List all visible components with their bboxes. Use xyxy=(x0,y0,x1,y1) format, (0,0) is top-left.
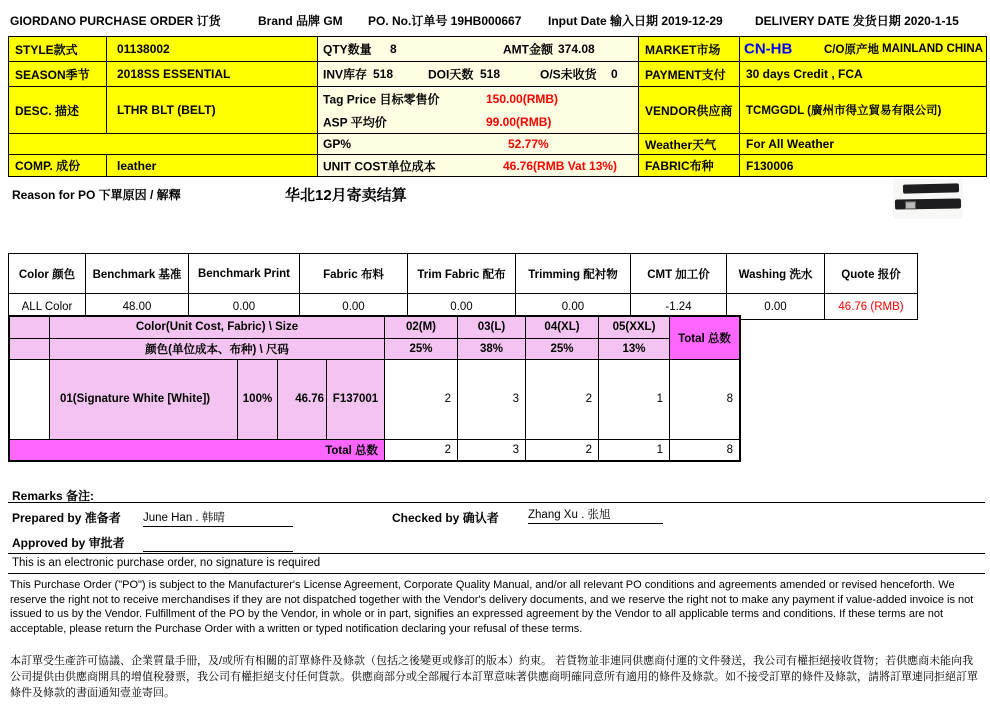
checked-by-label: Checked by 确认者 xyxy=(392,511,499,525)
approved-by-signature-line xyxy=(143,534,293,552)
total-02m: 2 xyxy=(385,439,458,461)
qty-row-total: 8 xyxy=(670,359,741,439)
gp-label: GP% xyxy=(323,137,352,151)
spacer-cell xyxy=(9,359,50,439)
market-label: MARKET市场 xyxy=(639,37,739,61)
approved-by-label: Approved by 审批者 xyxy=(12,536,125,550)
weather-label: Weather天气 xyxy=(639,134,739,154)
spacer-cell xyxy=(9,316,50,338)
total-row-label: Total 总数 xyxy=(9,439,385,461)
fabric-value: F130006 xyxy=(740,155,986,176)
col-washing: Washing 洗水 xyxy=(727,254,825,294)
col-benchmark-print: Benchmark Print xyxy=(189,254,300,294)
cell-benchmark: 48.00 xyxy=(86,294,189,320)
market-value: CN-HB xyxy=(744,40,793,58)
unit-cost-label: UNIT COST单位成本 xyxy=(323,159,436,173)
payment-label: PAYMENT支付 xyxy=(639,62,739,86)
total-04xl: 2 xyxy=(526,439,599,461)
document-title: GIORDANO PURCHASE ORDER 订货 xyxy=(10,14,221,28)
spacer-cell xyxy=(9,338,50,359)
os-label: O/S未收货 xyxy=(540,67,597,82)
cell-trimming: 0.00 xyxy=(516,294,631,320)
qty-value: 8 xyxy=(390,42,397,56)
size-breakdown-table xyxy=(8,315,741,462)
amt-label: AMT金额 xyxy=(503,42,553,57)
size-04xl: 04(XL) xyxy=(526,316,599,338)
col-trim-fabric: Trim Fabric 配布 xyxy=(408,254,516,294)
colorway-cost: 46.76 xyxy=(278,359,327,439)
cell-quote: 46.76 (RMB) xyxy=(825,294,918,320)
input-date-field: Input Date 输入日期 2019-12-29 xyxy=(548,14,723,28)
asp-label: ASP 平均价 xyxy=(323,115,387,129)
belt-buckle xyxy=(905,201,916,209)
product-photo xyxy=(893,179,963,219)
style-value: 01138002 xyxy=(107,37,317,61)
prepared-by-label: Prepared by 准备者 xyxy=(12,511,121,525)
desc-label: DESC. 描述 xyxy=(9,87,106,133)
fabric-label: FABRIC布种 xyxy=(639,155,739,176)
order-info-grid xyxy=(8,36,987,177)
terms-chinese: 本訂單受生產許可協議、企業質量手冊，及/或所有相關的訂單條件及條款（包括之後變更或修訂的版本）約束。 若貨物並非連同供應商付運的文件發送，我公司有權拒絕接收貨物；若供應商未能向我公司提供由供應商開具的增值稅發票，我公司有權拒絕支付任何貨款。供應商部分或全部履行本訂單意味著供應商明確同意所有適用的條件及條款。如不接受訂單的條件及條款，請將訂單連同拒絕訂單條件及條款的書面通知壹並寄回。 xyxy=(10,655,978,699)
cost-benchmark-table xyxy=(8,253,918,320)
size-header-zh: 颜色(单位成本、布种) \ 尺码 xyxy=(50,338,385,359)
qty-03l: 3 xyxy=(458,359,526,439)
grand-total: 8 xyxy=(670,439,741,461)
reason-value: 华北12月寄卖结算 xyxy=(285,187,407,204)
cell-color: ALL Color xyxy=(9,294,86,320)
os-value: 0 xyxy=(611,67,618,81)
doi-value: 518 xyxy=(480,67,501,81)
divider xyxy=(8,502,985,503)
weather-value: For All Weather xyxy=(740,134,986,154)
tag-price-label: Tag Price 目标零售价 xyxy=(323,92,440,106)
cell-benchmark-print: 0.00 xyxy=(189,294,300,320)
colorway-name: 01(Signature White [White]) xyxy=(50,359,238,439)
vendor-label: VENDOR供应商 xyxy=(639,87,739,133)
comp-label: COMP. 成份 xyxy=(9,155,106,176)
colorway-fabric: F137001 xyxy=(327,359,385,439)
ratio-03l: 38% xyxy=(458,338,526,359)
unit-cost-cell xyxy=(318,155,638,176)
size-header-row-1 xyxy=(9,316,740,338)
cell-trim-fabric: 0.00 xyxy=(408,294,516,320)
qty-label: QTY数量 xyxy=(323,42,372,57)
tag-price-value: 150.00(RMB) xyxy=(486,91,559,106)
electronic-note: This is an electronic purchase order, no signature is required xyxy=(12,557,321,569)
belt-image-bottom xyxy=(895,198,961,209)
inv-value: 518 xyxy=(373,67,394,81)
asp-value: 99.00(RMB) xyxy=(486,114,552,129)
vendor-value: TCMGGDL (廣州市得立貿易有限公司) xyxy=(740,87,986,133)
total-header: Total 总数 xyxy=(670,316,741,359)
size-header-row-2 xyxy=(9,338,740,359)
comp-value: leather xyxy=(107,155,317,176)
total-05xxl: 1 xyxy=(599,439,670,461)
payment-value: 30 days Credit , FCA xyxy=(740,62,986,86)
cell-fabric: 0.00 xyxy=(300,294,408,320)
reason-label: Reason for PO 下單原因 / 解釋 xyxy=(12,188,181,202)
size-02m: 02(M) xyxy=(385,316,458,338)
empty-yellow-cell xyxy=(9,134,317,154)
col-color: Color 颜色 xyxy=(9,254,86,294)
size-header-en: Color(Unit Cost, Fabric) \ Size xyxy=(50,316,385,338)
terms-english: This Purchase Order ("PO") is subject to the Manufacturer's License Agreement, Corporate Quality Manual, and/or all relevant PO conditions and agreements amended or revised henceforth. We reserve the right not to receive merchandises if they are not dispatched together with the Vendor's delivery documents, and we reserve the right not to make any payment if value-added invoice is not issued to us by the Vendor. Fulfillment of the PO by the Vendor, in whole or in part, signifies an expressed agreement by the Vendor to all applicable terms and conditions. If these terms are not acceptable, please return the Purchase Order with a written or typed notification declaring your refusal of these terms. xyxy=(10,579,974,635)
season-value: 2018SS ESSENTIAL xyxy=(107,62,317,86)
doi-label: DOI天数 xyxy=(428,67,474,82)
divider xyxy=(8,573,985,574)
prepared-by-value: June Han . 韩晴 xyxy=(143,509,293,527)
size-05xxl: 05(XXL) xyxy=(599,316,670,338)
desc-value: LTHR BLT (BELT) xyxy=(107,87,317,133)
col-trimming: Trimming 配衬物 xyxy=(516,254,631,294)
total-03l: 3 xyxy=(458,439,526,461)
qty-02m: 2 xyxy=(385,359,458,439)
season-label: SEASON季节 xyxy=(9,62,106,86)
belt-image-top xyxy=(903,183,959,193)
ratio-02m: 25% xyxy=(385,338,458,359)
checked-by-value: Zhang Xu . 张旭 xyxy=(528,506,663,524)
po-number-field: PO. No.订单号 19HB000667 xyxy=(368,14,522,28)
co-value: MAINLAND CHINA xyxy=(882,43,983,55)
unit-cost-value: 46.76(RMB Vat 13%) xyxy=(503,158,618,173)
style-label: STYLE款式 xyxy=(9,37,106,61)
market-co-cell xyxy=(740,37,986,61)
colorway-row xyxy=(9,359,740,439)
col-fabric: Fabric 布料 xyxy=(300,254,408,294)
price-cell xyxy=(318,87,638,133)
inv-label: INV库存 xyxy=(323,67,368,82)
gp-cell xyxy=(318,134,638,154)
cell-washing: 0.00 xyxy=(727,294,825,320)
qty-amt-cell xyxy=(318,37,638,61)
brand-field: Brand 品牌 GM xyxy=(258,14,343,28)
table-header-row xyxy=(9,254,918,294)
ratio-04xl: 25% xyxy=(526,338,599,359)
co-label: C/O原产地 xyxy=(824,44,879,56)
delivery-date-field: DELIVERY DATE 发货日期 2020-1-15 xyxy=(755,14,959,28)
divider xyxy=(8,553,985,554)
total-row xyxy=(9,439,740,461)
gp-value: 52.77% xyxy=(508,137,549,151)
qty-05xxl: 1 xyxy=(599,359,670,439)
size-03l: 03(L) xyxy=(458,316,526,338)
amt-value: 374.08 xyxy=(558,42,595,56)
col-quote: Quote 报价 xyxy=(825,254,918,294)
colorway-pct: 100% xyxy=(238,359,278,439)
inventory-cell xyxy=(318,62,638,86)
col-benchmark: Benchmark 基准 xyxy=(86,254,189,294)
col-cmt: CMT 加工价 xyxy=(631,254,727,294)
ratio-05xxl: 13% xyxy=(599,338,670,359)
qty-04xl: 2 xyxy=(526,359,599,439)
remarks-title: Remarks 备注: xyxy=(12,489,95,503)
cell-cmt: -1.24 xyxy=(631,294,727,320)
